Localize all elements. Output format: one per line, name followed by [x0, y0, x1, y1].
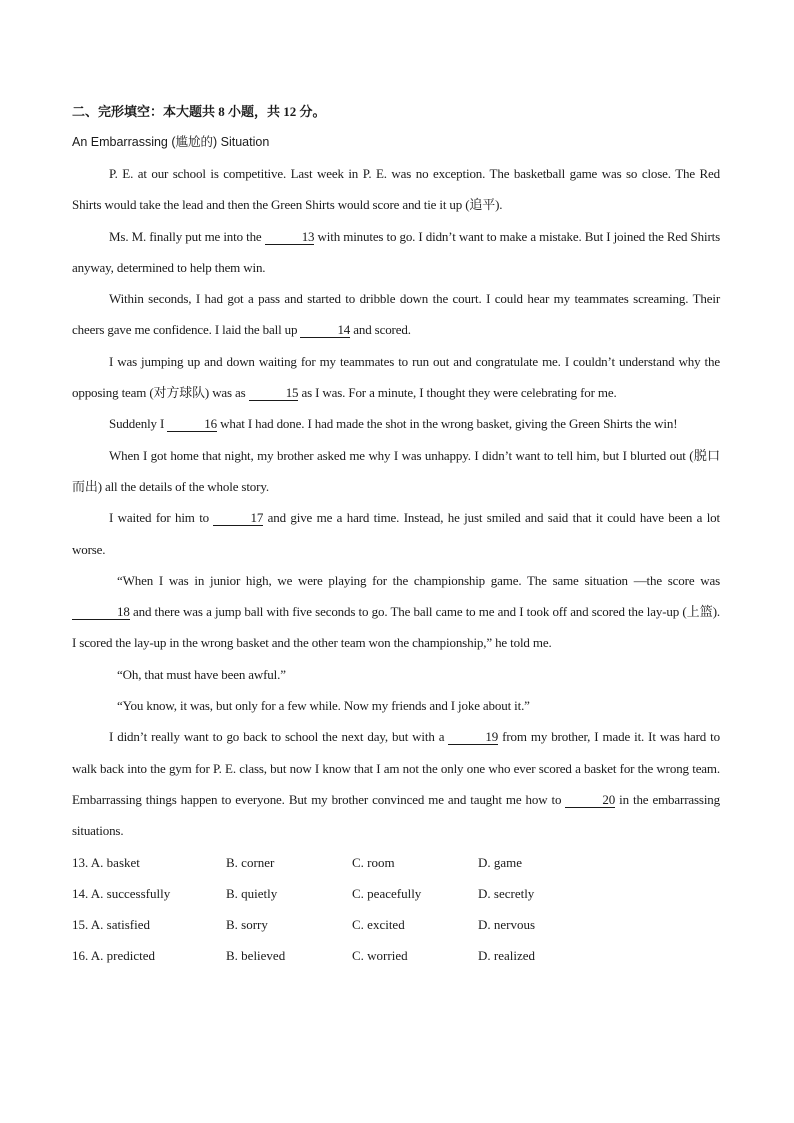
question-row: [72, 940, 720, 971]
option-d: D. realized: [478, 948, 536, 964]
paragraph-text: Suddenly I: [109, 416, 168, 432]
passage-paragraph: [72, 721, 720, 846]
exam-page: [72, 96, 720, 972]
paragraph-text: in the embarrassing situations.: [72, 791, 720, 839]
blank-19: 19: [448, 730, 498, 745]
option-b: B. believed: [226, 948, 286, 964]
paragraph-text: as I was. For a minute, I thought they were celebrating for me.: [298, 385, 617, 401]
blank-18: 18: [72, 605, 130, 620]
paragraph-text: Ms. M. finally put me into the: [109, 228, 265, 244]
blank-13: 13: [265, 230, 315, 245]
option-c: C. worried: [352, 948, 408, 964]
question-row: [72, 847, 720, 878]
option-a: 16. A. predicted: [72, 948, 156, 964]
paragraph-text: with minutes to go. I didn’t want to make a mistake. But I joined the Red Shirts anyway, determined to help them win.: [72, 228, 720, 275]
paragraph-text: I waited for him to: [109, 510, 214, 526]
paragraph-text: “You know, it was, but only for a few while. Now my friends and I joke about it.”: [117, 698, 530, 714]
blank-14: 14: [300, 323, 350, 338]
blank-15: 15: [249, 386, 299, 401]
paragraph-text: “Oh, that must have been awful.”: [117, 666, 286, 682]
option-c: C. excited: [352, 917, 405, 933]
option-d: D. secretly: [478, 885, 535, 901]
blank-17: 17: [213, 511, 263, 526]
passage-paragraph: [72, 659, 720, 690]
paragraph-text: I was jumping up and down waiting for my teammates to run out and congratulate me. I couldn’t understand why the opposing team (对方球队) was as: [72, 353, 720, 401]
option-b: B. sorry: [226, 917, 268, 933]
paragraph-text: I didn’t really want to go back to school the next day, but with a: [109, 729, 449, 745]
question-list: [72, 847, 720, 972]
paragraph-text: When I got home that night, my brother asked me why I was unhappy. I didn’t want to tell him, but I blurted out (脱口而出) all the details of the whole story.: [72, 447, 720, 494]
option-b: B. quietly: [226, 885, 278, 901]
paragraph-text: from my brother, I made it. It was hard to walk back into the gym for P. E. class, but now I know that I am not the only one who ever scored a basket for the wrong team. Embarrassing things happen to everyone. But my brother convinced me and taught me how to: [72, 729, 720, 807]
option-c: C. room: [352, 854, 395, 870]
paragraph-text: “When I was in junior high, we were playing for the championship game. The same situation —the score was: [117, 572, 720, 588]
question-row: [72, 878, 720, 909]
paragraph-text: Within seconds, I had got a pass and started to dribble down the court. I could hear my teammates screaming. Their cheers gave me confidence. I laid the ball up: [72, 291, 720, 338]
passage-paragraph: [72, 690, 720, 721]
passage-title: An Embarrassing (尴尬的) Situation: [72, 135, 270, 149]
passage-paragraph: [72, 346, 720, 409]
blank-20: 20: [565, 793, 615, 808]
paragraph-text: what I had done. I had made the shot in the wrong basket, giving the Green Shirts the win!: [217, 416, 678, 432]
passage-paragraph: [72, 408, 720, 439]
option-a: 14. A. successfully: [72, 885, 171, 901]
paragraph-text: P. E. at our school is competitive. Last week in P. E. was no exception. The basketball game was so close. The Red Shirts would take the lead and then the Green Shirts would score and tie it up (追平).: [72, 166, 720, 213]
section-title: 二、完形填空：本大题共 8 小题，共 12 分。: [72, 104, 326, 119]
question-row: [72, 909, 720, 940]
paragraph-text: and scored.: [350, 322, 411, 338]
paragraph-text: and give me a hard time. Instead, he just smiled and said that it could have been a lot worse.: [72, 510, 720, 557]
passage-paragraph: [72, 565, 720, 659]
option-c: C. peacefully: [352, 885, 422, 901]
passage-paragraph: [72, 502, 720, 565]
paragraph-text: and there was a jump ball with five seconds to go. The ball came to me and I took off and scored the lay-up (上篮). I scored the lay-up in the wrong basket and the other team won the championship,” he told me.: [72, 604, 720, 651]
option-d: D. nervous: [478, 917, 536, 933]
option-d: D. game: [478, 854, 523, 870]
option-a: 15. A. satisfied: [72, 917, 150, 933]
option-b: B. corner: [226, 854, 275, 870]
blank-16: 16: [167, 417, 217, 432]
option-a: 13. A. basket: [72, 854, 140, 870]
passage: [72, 158, 720, 847]
passage-paragraph: [72, 440, 720, 503]
passage-paragraph: [72, 158, 720, 221]
passage-paragraph: [72, 283, 720, 346]
passage-paragraph: [72, 221, 720, 284]
